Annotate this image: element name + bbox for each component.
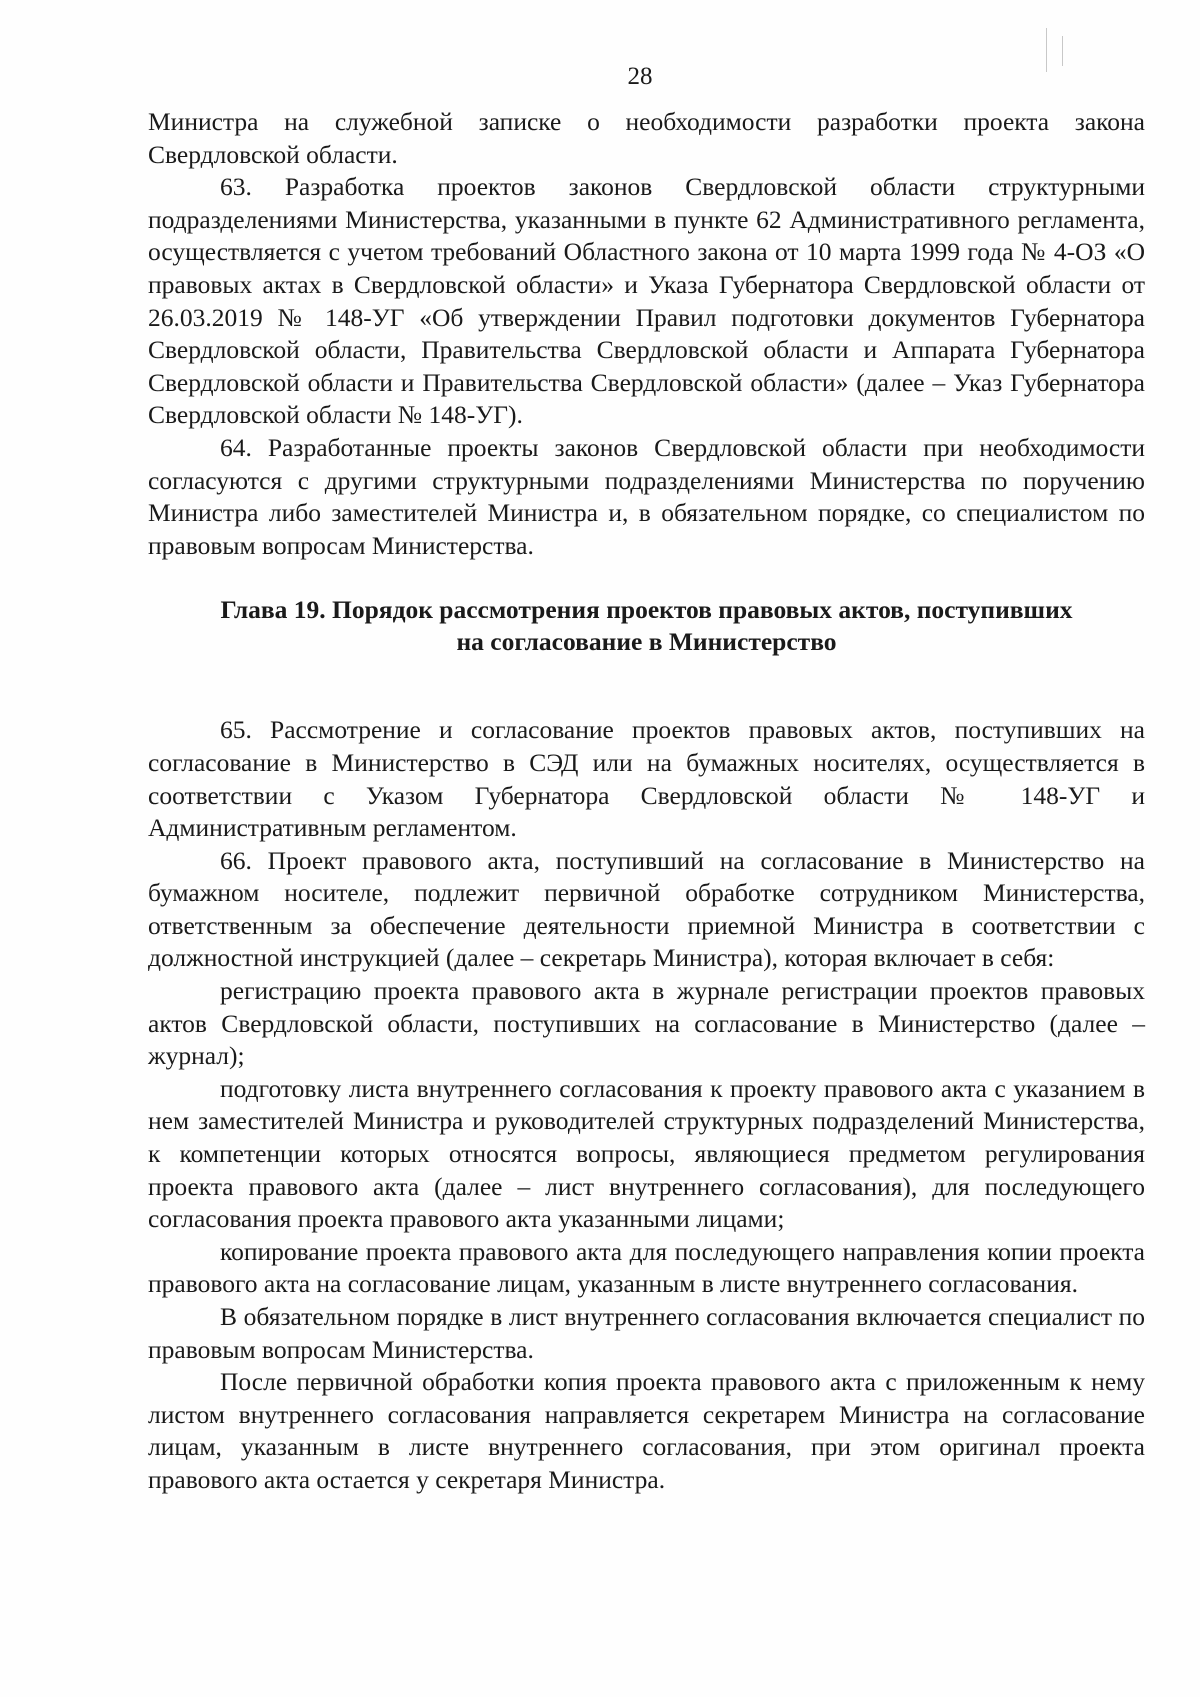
chapter-heading — [148, 562, 1145, 714]
page-number: 28 — [627, 63, 653, 90]
document-body — [148, 106, 1145, 1497]
paragraph: В обязательном порядке в лист внутреннего согласования включается специалист по правовым вопросам Министерства. — [148, 1302, 1145, 1364]
chapter-heading-line: Глава 19. Порядок рассмотрения проектов правовых актов, поступивших — [220, 595, 1073, 625]
paragraphs-before-chapter — [148, 106, 1145, 562]
paragraph-65: 65. Рассмотрение и согласование проектов правовых актов, поступивших на согласование в Министерство в СЭД или на бумажных носителях, осуществляется в соответствии с Указом Губернатора Свердловской области № 148-УГ и Административным регламентом. — [148, 715, 1145, 843]
paragraphs-after-chapter — [148, 714, 1145, 1496]
list-item: копирование проекта правового акта для последующего направления копии проекта правового акта на согласование лицам, указанным в листе внутреннего согласования. — [148, 1236, 1145, 1299]
paragraph-64: 64. Разработанные проекты законов Свердловской области при необходимости согласуются с другими структурными подразделениями Министерства по поручению Министра либо заместителей Министра и, в обязательном порядке, со специалистом по правовым вопросам Министерства. — [148, 432, 1145, 560]
paragraph-63: 63. Разработка проектов законов Свердловской области структурными подразделениями Министерства, указанными в пункте 62 Административного регламента, осуществляется с учетом требований Областного закона от 10 марта 1999 года № 4-ОЗ «О правовых актах в Свердловской области» и Указа Губернатора Свердловской области от 26.03.2019 № 148-УГ «Об утверждении Правил подготовки документов Губернатора Свердловской области, Правительства Свердловской области и Аппарата Губернатора Свердловской области и Правительства Свердловской области» (далее – Указ Губернатора Свердловской области № 148-УГ). — [148, 172, 1145, 430]
paragraph: Министра на служебной записке о необходимости разработки проекта закона Свердловской области. — [148, 107, 1145, 169]
chapter-heading-line: на согласование в Министерство — [456, 627, 837, 657]
paragraph: После первичной обработки копия проекта правового акта с приложенным к нему листом внутреннего согласования направляется секретарем Министра на согласование лицам, указанным в листе внутреннего согласования, при этом оригинал проекта правового акта остается у секретаря Министра. — [148, 1367, 1145, 1494]
paragraph-66: 66. Проект правового акта, поступивший на согласование в Министерство на бумажном носителе, подлежит первичной обработке сотрудником Министерства, ответственным за обеспечение деятельности приемной Министра в соответствии с должностной инструкцией (далее – секретарь Министра), которая включает в себя: — [148, 845, 1145, 973]
list-item: подготовку листа внутреннего согласования к проекту правового акта с указанием в нем заместителей Министра и руководителей структурных подразделений Министерства, к компетенции которых относятся вопросы, являющиеся предметом регулирования проекта правового акта (далее – лист внутреннего согласования), для последующего согласования проекта правового акта указанными лицами; — [148, 1073, 1145, 1234]
list-item: регистрацию проекта правового акта в журнале регистрации проектов правовых актов Свердловской области, поступивших на согласование в Министерство (далее – журнал); — [148, 976, 1145, 1071]
